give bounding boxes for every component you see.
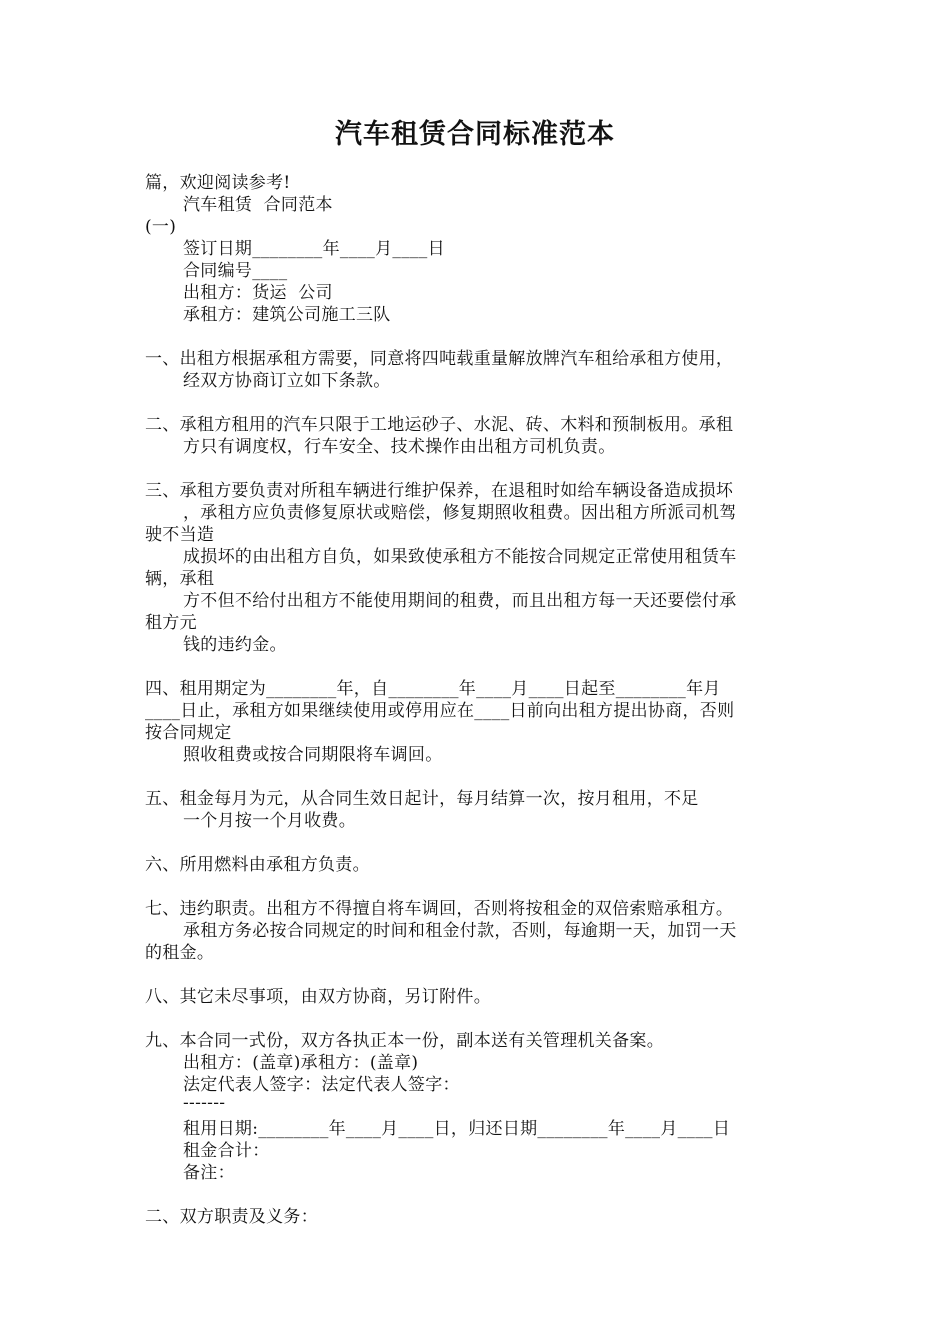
separator-dashes: ------- <box>183 1093 226 1113</box>
remark-line: 备注： <box>183 1163 235 1183</box>
part-label: (一) <box>145 217 177 237</box>
clause-2-line: 方只有调度权，行车安全、技术操作由出租方司机负责。 <box>183 437 616 457</box>
lessor-line: 出租方：货运 公司 <box>183 283 333 303</box>
clause-1-line: 一、出租方根据承租方需要，同意将四吨载重量解放牌汽车租给承租方使用， <box>145 349 734 369</box>
clause-3-line: 驶不当造 <box>145 525 215 545</box>
clause-6-line: 六、所用燃料由承租方负责。 <box>145 855 370 875</box>
document-title: 汽车租赁合同标准范本 <box>335 119 615 150</box>
contract-number-line: 合同编号____ <box>183 261 288 281</box>
clause-9-line: 九、本合同一式份，双方各执正本一份，副本送有关管理机关备案。 <box>145 1031 664 1051</box>
clause-7-line: 承租方务必按合同规定的时间和租金付款，否则，每逾期一天，加罚一天 <box>183 921 737 941</box>
clause-4-line: 照收租费或按合同期限将车调回。 <box>183 745 443 765</box>
clause-3-line: 钱的违约金。 <box>183 635 287 655</box>
clause-7-line: 七、违约职责。出租方不得擅自将车调回，否则将按租金的双倍索赔承租方。 <box>145 899 734 919</box>
clause-3-line: 方不但不给付出租方不能使用期间的租费，而且出租方每一天还要偿付承 <box>183 591 737 611</box>
clause-5-line: 一个月按一个月收费。 <box>183 811 356 831</box>
section-2-heading: 二、双方职责及义务： <box>145 1207 318 1227</box>
seal-line: 出租方：(盖章)承租方：(盖章) <box>183 1053 419 1073</box>
clause-3-line: 辆，承租 <box>145 569 215 589</box>
clause-7-line: 的租金。 <box>145 943 215 963</box>
clause-3-line: ，承租方应负责修复原状或赔偿，修复期照收租费。因出租方所派司机驾 <box>183 503 737 523</box>
subtitle-text: 汽车租赁 合同范本 <box>183 195 333 215</box>
clause-1-line: 经双方协商订立如下条款。 <box>183 371 391 391</box>
clause-8-line: 八、其它未尽事项，由双方协商，另订附件。 <box>145 987 491 1007</box>
lessee-line: 承租方：建筑公司施工三队 <box>183 305 391 325</box>
clause-2-line: 二、承租方租用的汽车只限于工地运砂子、水泥、砖、木料和预制板用。承租 <box>145 415 734 435</box>
rent-date-line: 租用日期:________年____月____日，归还日期________年____月____日 <box>183 1119 731 1139</box>
rent-total-line: 租金合计： <box>183 1141 270 1161</box>
clause-5-line: 五、租金每月为元，从合同生效日起计，每月结算一次，按月租用，不足 <box>145 789 699 809</box>
clause-3-line: 租方元 <box>145 613 197 633</box>
clause-4-line: ____日止，承租方如果继续使用或停用应在____日前向出租方提出协商，否则 <box>145 701 735 721</box>
clause-4-line: 按合同规定 <box>145 723 232 743</box>
clause-4-line: 四、租用期定为________年，自________年____月____日起至________年月 <box>145 679 721 699</box>
sign-date-line: 签订日期________年____月____日 <box>183 239 445 259</box>
clause-3-line: 成损坏的由出租方自负，如果致使承租方不能按合同规定正常使用租赁车 <box>183 547 737 567</box>
clause-3-line: 三、承租方要负责对所租车辆进行维护保养，在退租时如给车辆设备造成损坏 <box>145 481 734 501</box>
intro-text: 篇，欢迎阅读参考! <box>145 173 291 193</box>
representative-sign-line: 法定代表人签字：法定代表人签字： <box>183 1075 460 1095</box>
